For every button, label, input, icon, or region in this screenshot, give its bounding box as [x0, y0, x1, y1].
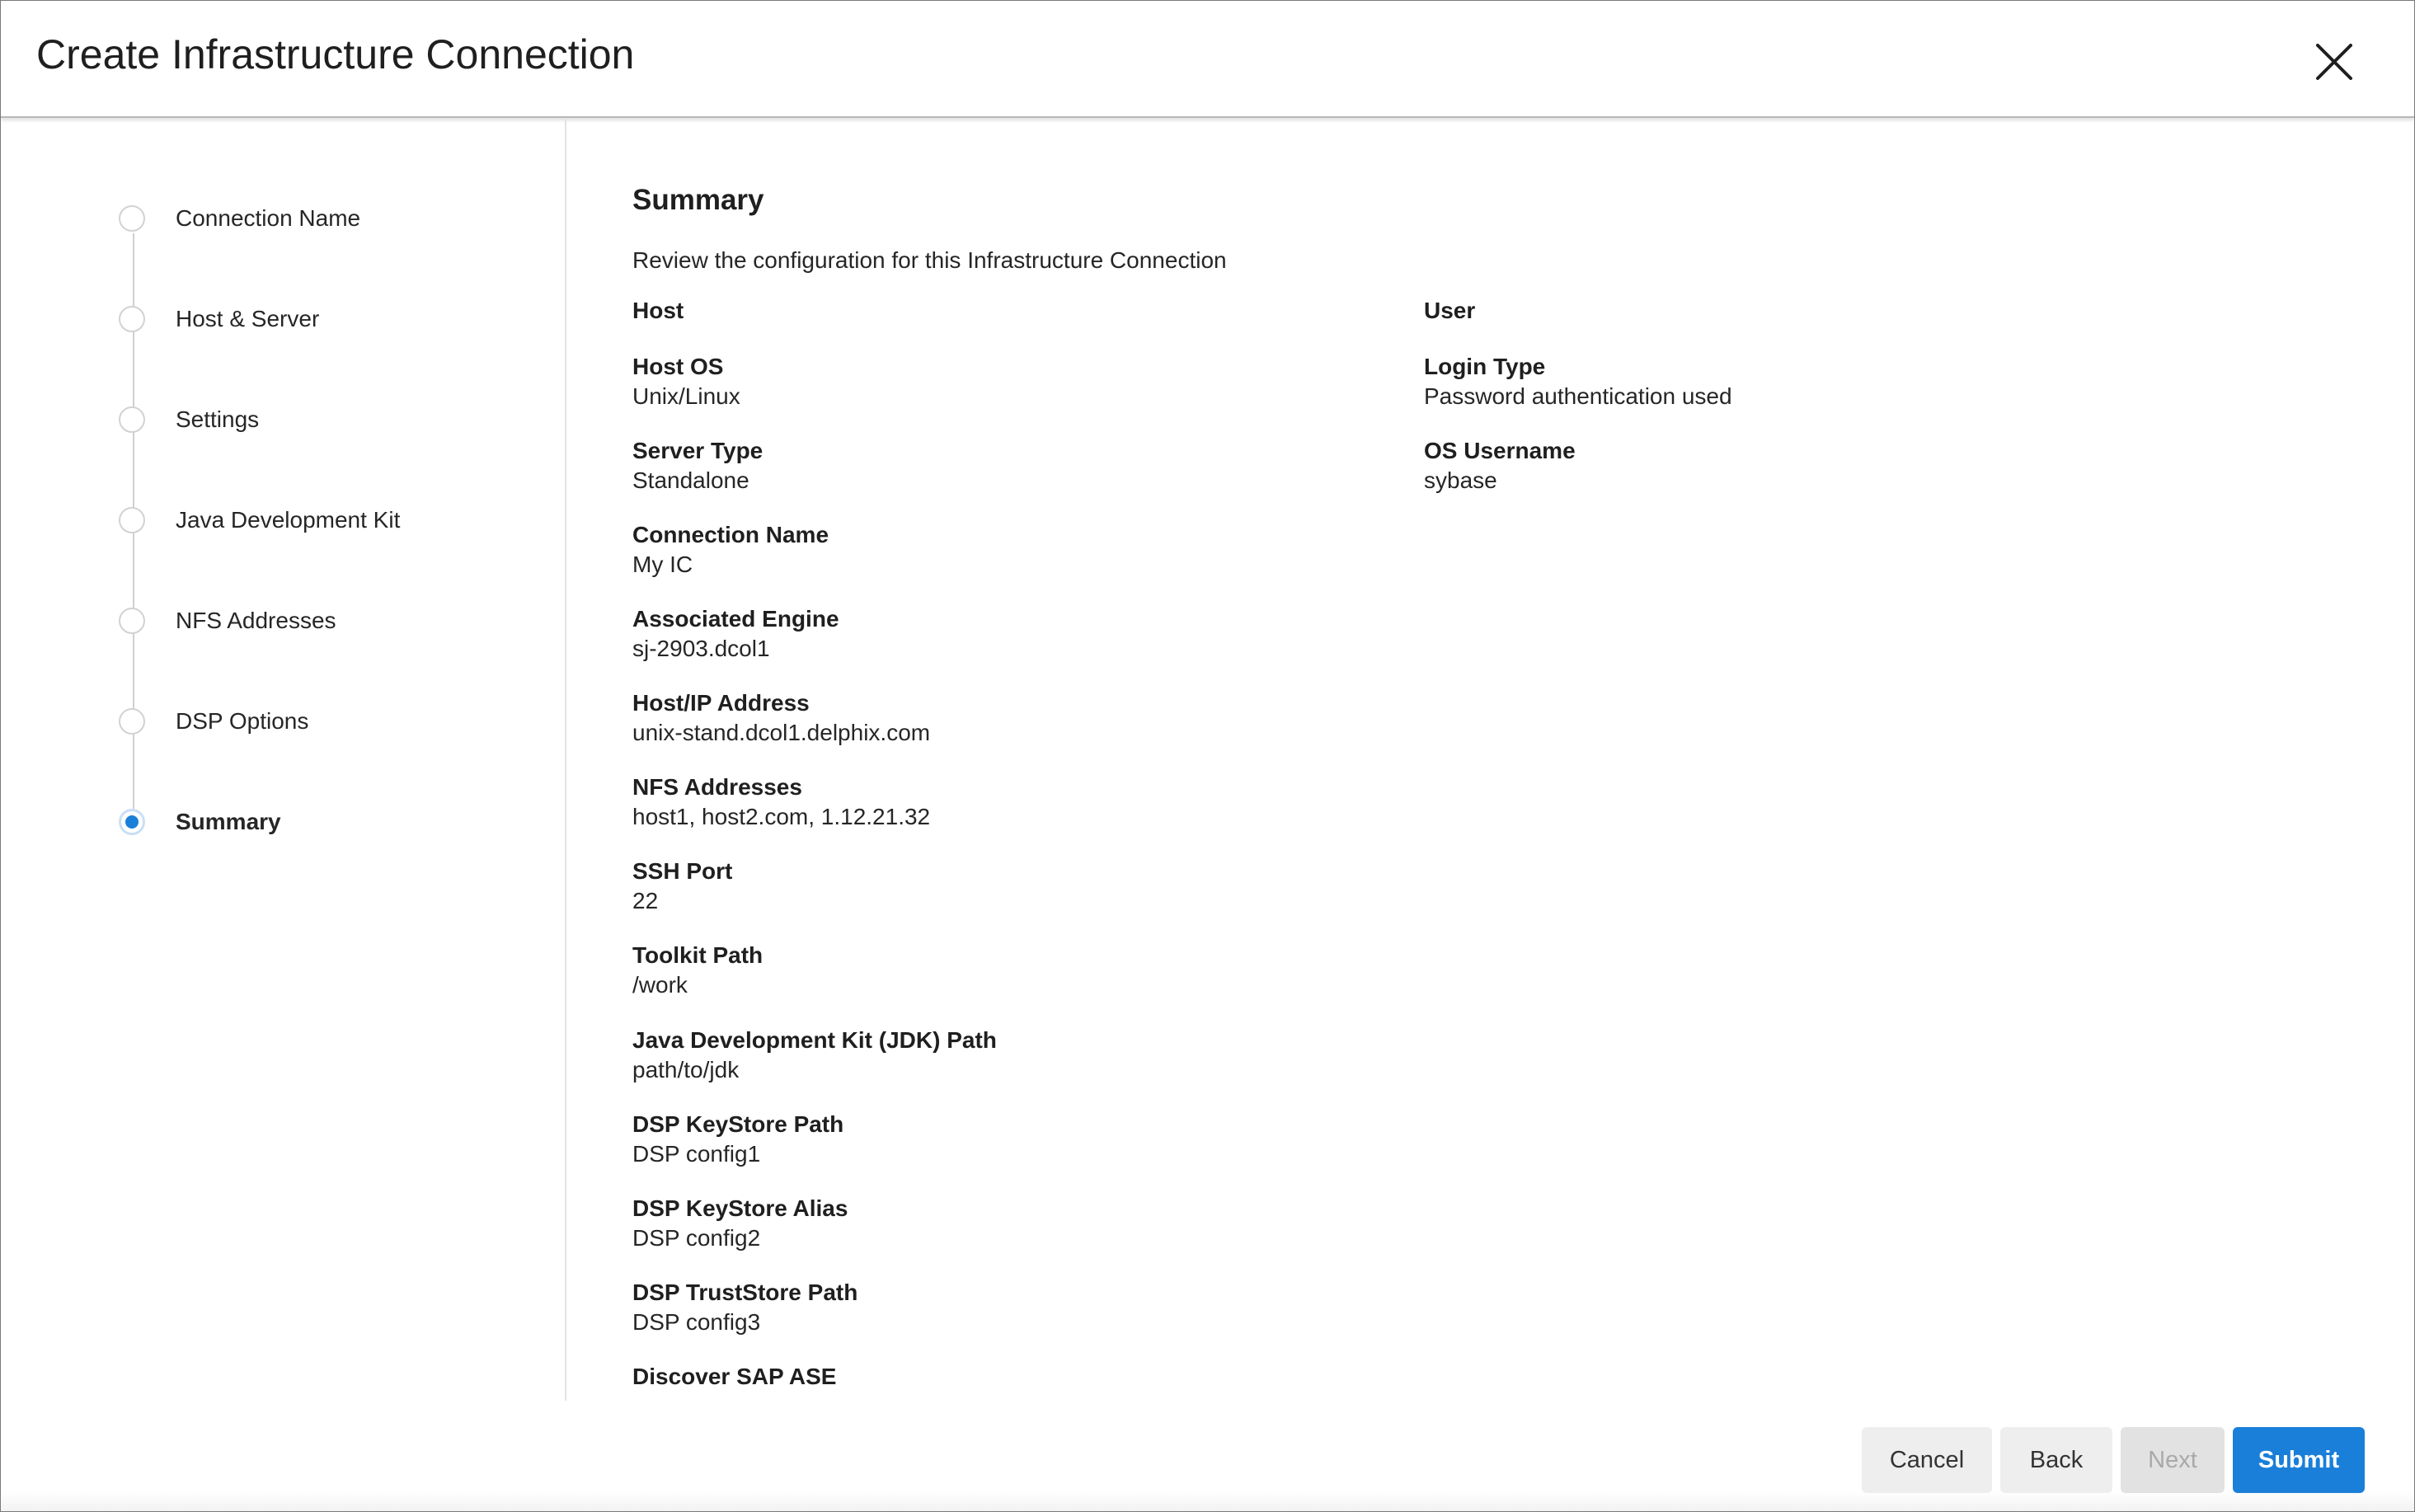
field-value: host1, host2.com, 1.12.21.32	[632, 804, 931, 829]
cancel-button[interactable]: Cancel	[1862, 1427, 1992, 1493]
step-indicator	[119, 306, 145, 332]
field-value: /work	[632, 972, 688, 998]
step-nfs-addresses[interactable]	[119, 608, 547, 641]
step-label: NFS Addresses	[176, 608, 336, 633]
step-indicator	[119, 708, 145, 735]
step-connection-name[interactable]	[119, 205, 547, 238]
field-label: Associated Engine	[632, 606, 839, 632]
field-value: path/to/jdk	[632, 1057, 740, 1082]
wizard-stepper	[1, 118, 566, 1401]
field-label: Host OS	[632, 354, 724, 379]
close-icon	[2309, 39, 2359, 82]
step-indicator	[119, 406, 145, 433]
field-value: sybase	[1424, 467, 1497, 493]
step-settings[interactable]	[119, 406, 547, 439]
field-value: DSP config3	[632, 1309, 761, 1335]
step-label: Settings	[176, 406, 260, 432]
dialog-title: Create Infrastructure Connection	[36, 31, 635, 77]
user-section-heading: User	[1424, 298, 1476, 323]
step-label: Connection Name	[176, 205, 361, 231]
step-host-server[interactable]	[119, 306, 547, 339]
host-section-heading: Host	[632, 298, 684, 323]
field-label: Server Type	[632, 438, 763, 463]
step-java-development-kit[interactable]	[119, 507, 547, 540]
step-summary[interactable]	[119, 809, 547, 842]
summary-description: Review the configuration for this Infrastructure Connection	[632, 247, 1227, 273]
field-value: sj-2903.dcol1	[632, 636, 770, 661]
field-value: 22	[632, 888, 659, 913]
summary-panel	[632, 118, 2364, 1404]
field-label: OS Username	[1424, 438, 1576, 463]
field-value: Password authentication used	[1424, 383, 1732, 409]
step-label: Summary	[176, 809, 281, 834]
field-value: Standalone	[632, 467, 749, 493]
step-label: Host & Server	[176, 306, 320, 331]
field-label: Java Development Kit (JDK) Path	[632, 1027, 997, 1053]
step-label: DSP Options	[176, 708, 309, 734]
field-value: Unix/Linux	[632, 383, 740, 409]
next-button[interactable]: Next	[2121, 1427, 2225, 1493]
field-label: DSP KeyStore Alias	[632, 1195, 848, 1221]
field-label: SSH Port	[632, 858, 733, 884]
field-label: Discover SAP ASE	[632, 1364, 837, 1389]
step-dsp-options[interactable]	[119, 708, 547, 741]
step-indicator	[119, 507, 145, 533]
field-value: DSP config2	[632, 1225, 761, 1251]
field-label: Host/IP Address	[632, 690, 810, 716]
close-button[interactable]	[2309, 39, 2359, 82]
step-indicator-active	[119, 809, 145, 835]
field-label: DSP TrustStore Path	[632, 1280, 858, 1305]
field-value: My IC	[632, 552, 693, 577]
field-label: DSP KeyStore Path	[632, 1111, 844, 1137]
summary-heading: Summary	[632, 184, 764, 216]
field-value: unix-stand.dcol1.delphix.com	[632, 720, 931, 745]
field-value: DSP config1	[632, 1141, 761, 1167]
field-label: Login Type	[1424, 354, 1546, 379]
field-label: Connection Name	[632, 522, 829, 547]
back-button[interactable]: Back	[2000, 1427, 2112, 1493]
dialog-header	[1, 1, 2414, 118]
field-label: NFS Addresses	[632, 774, 802, 800]
step-label: Java Development Kit	[176, 507, 401, 533]
step-indicator	[119, 205, 145, 232]
field-label: Toolkit Path	[632, 942, 763, 968]
step-indicator	[119, 608, 145, 634]
bottom-shadow	[1, 1491, 2414, 1512]
submit-button[interactable]: Submit	[2233, 1427, 2365, 1493]
